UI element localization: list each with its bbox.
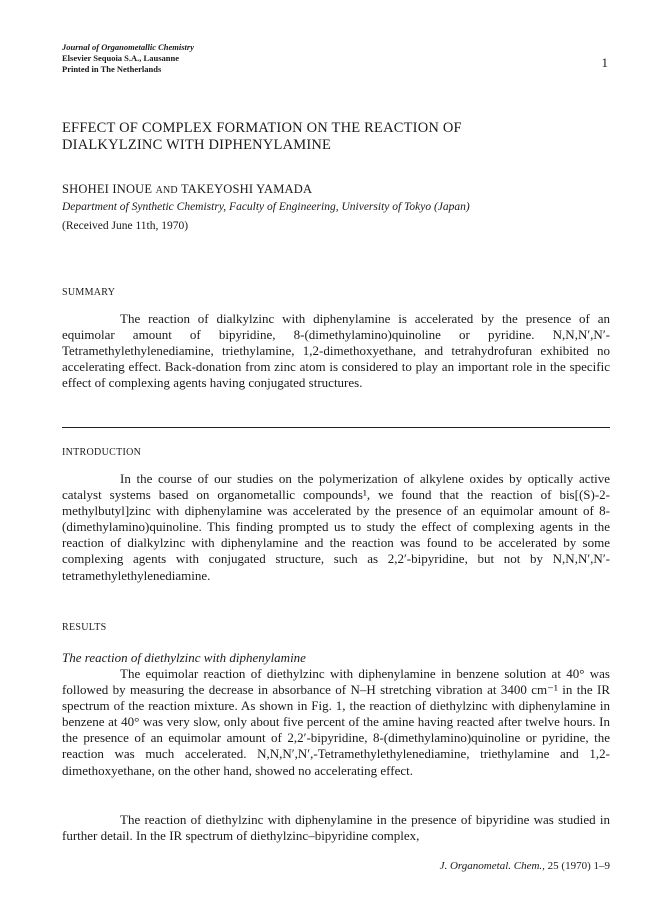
results-subheading: The reaction of diethylzinc with diphenylamine [62,650,306,665]
author-1: SHOHEI INOUE [62,182,153,196]
author-2: TAKEYOSHI YAMADA [180,182,313,196]
results-paragraph-1: The equimolar reaction of diethylzinc with diphenylamine in benzene solution at 40° was followed by measuring the decrease in absorbance of N–H stretching vibration at 3400 cm⁻¹ in the IR spectrum of the reaction mixture. As shown in Fig. 1, the reaction of diethylzinc with diphenylamine in benzene at 40° was very slow, only about five percent of the amine having reacted after twelve hours. In the presence of an equimolar amount of 2,2′-bipyridine, 8-(dimethylamino)quinoline or pyridine, the reaction was much accelerated. N,N,N′,N′,-Tetramethylethylenediamine, triethylamine and 1,2-dimethoxyethane, on the other hand, showed no accelerating effect. [62,666,610,778]
results-paragraph-2: The reaction of diethylzinc with diphenylamine in the presence of bipyridine was studied in further detail. In the IR spectrum of diethylzinc–bipyridine complex, [62,812,610,844]
journal-abbrev: J. Organometal. Chem., [439,860,545,872]
received-date: (Received June 11th, 1970) [62,220,189,232]
summary-text: The reaction of dialkylzinc with diphenylamine is accelerated by the presence of an equimolar amount of bipyridine, 8-(dimethylamino)quinoline or pyridine. N,N,N′,N′-Tetramethylethylenediamine, triethylamine, 1,2-dimethoxyethane, and tetrahydrofuran exhibited no accelerating effect. Back-donation from zinc atom is considered to play an important role in the specific effect of complexing agents having conjugated structures. [62,311,610,391]
journal-name: Journal of Organometallic Chemistry [62,42,194,52]
results-heading: RESULTS [62,622,107,633]
summary-heading: SUMMARY [62,287,116,298]
author-conjunction: AND [155,185,178,196]
introduction-heading: INTRODUCTION [62,447,142,458]
affiliation: Department of Synthetic Chemistry, Faculty of Engineering, University of Tokyo (Japan) [62,201,470,213]
journal-header [62,42,194,75]
publisher-line: Elsevier Sequoia S.A., Lausanne [62,53,179,63]
title-line-1: EFFECT OF COMPLEX FORMATION ON THE REACTION OF [62,120,462,136]
page-number: 1 [601,55,608,70]
article-title [62,120,622,154]
introduction-text: In the course of our studies on the polymerization of alkylene oxides by optically active catalyst systems based on organometallic compounds¹, we found that the reaction of bis[(S)-2-methylbutyl]zinc with diphenylamine was accelerated by the presence of an equimolar amount of 8-(dimethylamino)quinoline. This finding prompted us to study the effect of complexing agents in the reaction of dialkylzinc with diphenylamine and the reaction was found to be accelerated by some complexing agents with conjugated structure, such as 2,2′-bipyridine, but not by N,N,N′,N′-tetramethylethylenediamine. [62,471,610,583]
journal-citation [440,860,610,872]
printed-line: Printed in The Netherlands [62,64,162,74]
title-line-2: DIALKYLZINC WITH DIPHENYLAMINE [62,137,332,153]
authors [62,182,312,197]
section-divider [62,427,610,428]
citation-volume: 25 (1970) 1–9 [547,860,610,872]
